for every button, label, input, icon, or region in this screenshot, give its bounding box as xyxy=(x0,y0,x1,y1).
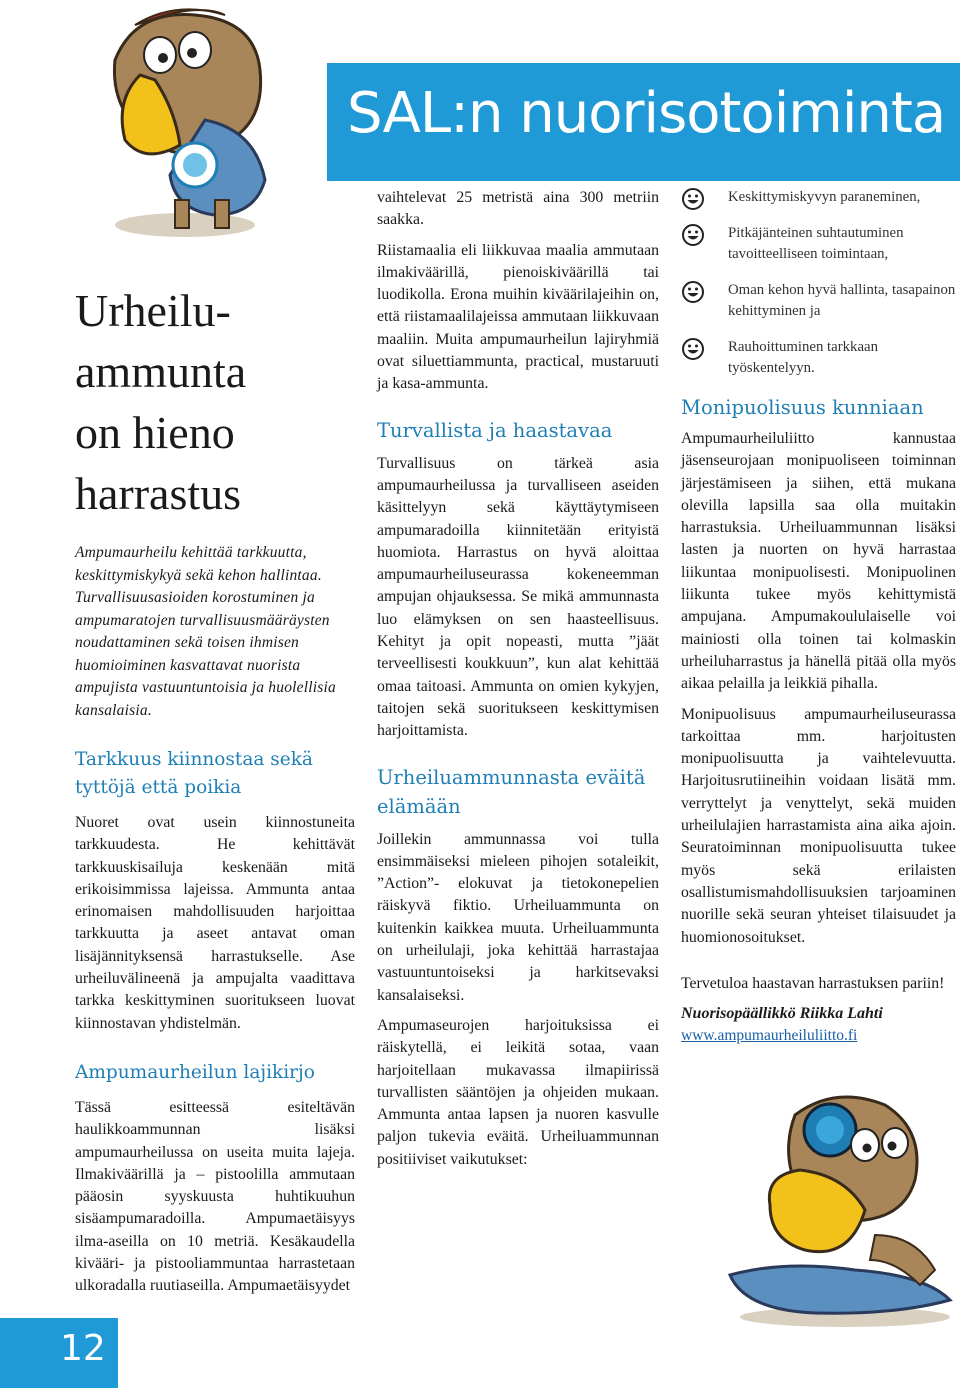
body-paragraph: Monipuolisuus ampumaurheiluseurassa tarkoittaa mm. harjoitusten monipuolisuutta ja vaihtelevuutta. Harjoitusrutiineihin voidaan lisätä mm. verryttelyt ja venyttelyt, sekä muiden urheilulajien harrastamista aina aika ajoin. Seuratoiminnan monipuolisuutta tukee myös sekä erilaisten osallistumismahdollisuuksien tarjoaminen nuorille sekä seuran yhteiset tilaisuudet ja huomionosoitukset. xyxy=(681,705,956,946)
body-paragraph: Riistamaalia eli liikkuvaa maalia ammutaan ilmakiväärillä, pienoiskiväärillä tai luodikolla. Erona muihin kiväärilajeihin on, että riistamaalilajeissa ammutaan liikkuvaan maaliin. Muita ampumaurheilun lajiryhmiä ovat siluettiammunta, practical, mustaruuti ja kasa-ammunta. xyxy=(377,241,659,393)
benefit-item xyxy=(681,187,956,208)
header-banner xyxy=(327,63,960,181)
benefit-item xyxy=(681,337,956,379)
section-heading: Urheiluammunnasta eväitä elämään xyxy=(377,765,646,818)
mascot-top-illustration xyxy=(55,0,315,240)
body-paragraph: Ampumaurheiluliitto kannustaa jäsenseurojaan monipuoliseen toiminnan järjestämiseen ja siihen, että mukana olevilla lapsilla saa olla muitakin harrastuksia. Urheiluammunnan lisäksi lasten ja nuorten on hyvä harrastaa liikuntaa monipuolisesti. Monipuolinen liikunta tukee myös kehittymistä ampujana. Ampumakoululaiselle voi mainiosti olla toinen tai kolmaskin urheiluharrastus ja hänellä pitää olla myös aikaa pelailla ja leikkiä pihalla. xyxy=(681,430,956,693)
column-left xyxy=(75,280,355,1298)
benefit-text: Oman kehon hyvä hallinta, tasapainon kehittyminen ja xyxy=(728,282,956,319)
title-line: harrastus xyxy=(75,468,242,519)
body-paragraph: Nuoret ovat usein kiinnostuneita tarkkuudesta. He kehittävät tarkkuuskisailuja keskenään mitä erikoisimmissa lajeissa. Ammunta antaa erinomaisen mahdollisuuden harjoittaa tarkkuutta ja aseet antavat oman lisäjännityksensä harrastukselle. Ase urheiluvälineenä ja ampujalta vaadittava tarkka keskittyminen suoritukseen luovat kiinnostavan yhdistelmän. xyxy=(75,814,355,1032)
section-heading: Ampumaurheilun lajikirjo xyxy=(75,1061,315,1083)
smiley-icon xyxy=(681,223,705,247)
section-heading: Tarkkuus kiinnostaa sekä tyttöjä että poikia xyxy=(75,749,313,798)
article-title xyxy=(75,280,355,524)
column-middle xyxy=(377,187,659,1171)
column-right xyxy=(681,187,956,1047)
section-heading: Turvallista ja haastavaa xyxy=(377,418,613,442)
mascot-bottom-illustration xyxy=(725,1085,960,1330)
body-paragraph: Joillekin ammunnassa voi tulla ensimmäiseksi mieleen pihojen sotaleikit, ”Action”- elokuvat ja tietokonepelien räiskyvä fiktio. Urheiluammunta on kuitenkin kaikkea muuta. Urheiluammunta on urheilulaji, joka kehittää harrastajaa vastuuntuntoiseksi ja harkitsevaksi kansalaiseksi. xyxy=(377,830,659,1004)
benefit-item xyxy=(681,223,956,265)
benefit-item xyxy=(681,280,956,322)
title-line: Urheilu- xyxy=(75,285,231,336)
page-title: SAL:n nuorisotoiminta xyxy=(347,81,946,146)
signature: Nuorisopäällikkö Riikka Lahti xyxy=(681,1005,883,1023)
intro-text: Ampumaurheilu kehittää tarkkuutta, keskittymiskykyä sekä kehon hallintaa. Turvallisuusasioiden korostuminen ja ampumaratojen turvallisuusmääräysten noudattaminen sekä toisen ihmisen huomioiminen kasvattavat nuorista ampujista vastuuntuntoisia ja huolellisia kansalaisia. xyxy=(75,544,336,719)
benefit-text: Keskittymiskyvyn paraneminen, xyxy=(728,189,921,205)
body-paragraph: Ampumaseurojen harjoituksissa ei räiskytellä, ei leikitä sotaa, vaan harjoitellaan mukavassa ilmapiirissä turvallisten sääntöjen ja ohjeiden mukaan. Ammunta antaa lapsen ja nuoren kasvulle paljon tukevia eväitä. Urheiluammunnan positiiviset vaikutukset: xyxy=(377,1016,659,1168)
page-edge-strip xyxy=(0,1318,52,1388)
body-paragraph: Tässä esitteessä esiteltävän haulikkoammunnan lisäksi ampumaurheilussa on useita muita lajeja. Ilmakiväärillä ja – pistoolilla ammutaan pääosin syyskuusta huhtikuuhun sisäampumaradoilla. Ampumaetäisyys ilma-aseilla on 10 metriä. Kesäkaudella kivääri- ja pistooliammuntaa harrastetaan ulkoradalla ruutiaseilla. Ampumaetäisyydet xyxy=(75,1098,355,1295)
smiley-icon xyxy=(681,187,705,211)
smiley-icon xyxy=(681,337,705,361)
benefit-text: Rauhoittuminen tarkkaan työskentelyyn. xyxy=(728,339,878,376)
body-paragraph: Turvallisuus on tärkeä asia ampumaurheilussa ja turvalliseen aseiden käsittelyyn sekä käyttäytymiseen ampumaradoilla kiinnitetään erityistä huomiota. Harrastus on hyvä aloittaa ampumaurheiluseurassa kokeneemman ampujan ohjauksessa. Se mikä ammunnasta luo elämyksen on sen haasteellisuus. Kehityt ja opit nopeasti, mutta ”jäät terveellisesti koukkuun”, kun alat kehittää omaa taitoasi. Ammunta on omien kykyjen, taitojen sekä suoritukseen keskittymisen harjoittamista. xyxy=(377,454,659,740)
page-number-box xyxy=(52,1318,118,1388)
closing-text: Tervetuloa haastavan harrastuksen pariin! xyxy=(681,974,945,992)
website-link[interactable]: www.ampumaurheiluliitto.fi xyxy=(681,1027,858,1045)
title-line: ammunta xyxy=(75,346,247,397)
title-line: on hieno xyxy=(75,407,235,458)
body-paragraph: vaihtelevat 25 metristä aina 300 metriin saakka. xyxy=(377,189,659,229)
page-number: 12 xyxy=(60,1328,106,1369)
smiley-icon xyxy=(681,280,705,304)
section-heading: Monipuolisuus kunniaan xyxy=(681,396,924,419)
benefit-text: Pitkäjänteinen suhtautuminen tavoitteelliseen toimintaan, xyxy=(728,225,904,262)
